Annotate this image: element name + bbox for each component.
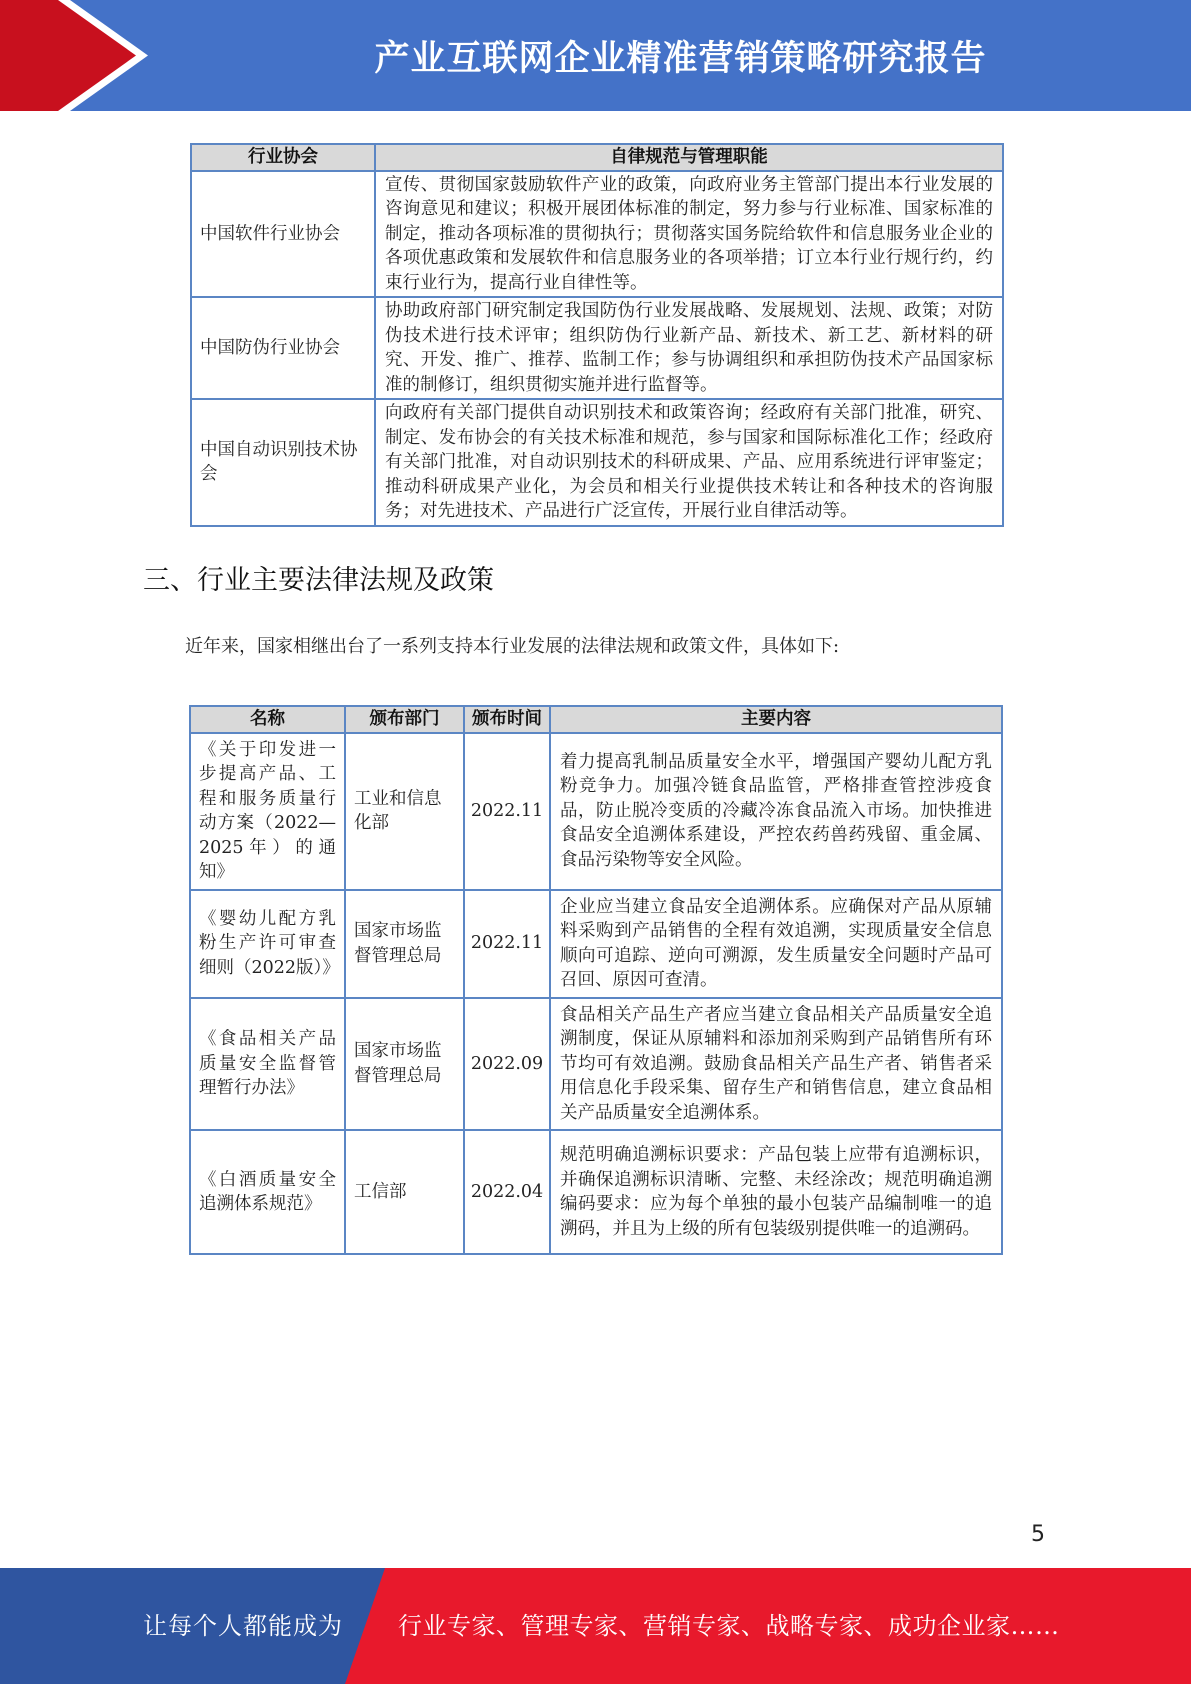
association-name: 中国防伪行业协会: [191, 297, 375, 399]
policy-department: 工业和信息化部: [345, 733, 464, 890]
policy-content: 企业应当建立食品安全追溯体系。应确保对产品从原辅料采购到产品销售的全程有效追溯，实现质量安全信息顺向可追踪、逆向可溯源，发生质量安全问题时产品可召回、原因可查清。: [550, 890, 1002, 998]
column-header: 行业协会: [191, 144, 375, 171]
table-row: [191, 399, 1003, 526]
table-row: [190, 998, 1002, 1131]
policy-title: 《婴幼儿配方乳粉生产许可审查细则（2022版）》: [190, 890, 345, 998]
intro-paragraph: 近年来，国家相继出台了一系列支持本行业发展的法律法规和政策文件，具体如下:: [185, 636, 840, 657]
policy-content: 着力提高乳制品质量安全水平，增强国产婴幼儿配方乳粉竞争力。加强冷链食品监管，严格排查管控涉疫食品，防止脱冷变质的冷藏冷冻食品流入市场。加快推进食品安全追溯体系建设，严控农药兽药残留、重金属、食品污染物等安全风险。: [550, 733, 1002, 890]
chevron-arrow-icon: [0, 0, 160, 111]
table-header-row: [191, 144, 1003, 171]
table-header-row: [190, 706, 1002, 733]
policy-date: 2022.11: [464, 890, 550, 998]
table-row: [191, 171, 1003, 298]
section-heading: 三、行业主要法律法规及政策: [143, 565, 494, 596]
footer-slogan: 让每个人都能成为: [143, 1612, 343, 1640]
policy-title: 《白酒质量安全追溯体系规范》: [190, 1130, 345, 1254]
policy-date: 2022.04: [464, 1130, 550, 1254]
policy-content: 规范明确追溯标识要求：产品包装上应带有追溯标识，并确保追溯标识清晰、完整、未经涂改；规范明确追溯编码要求：应为每个单独的最小包装产品编制唯一的追溯码，并且为上级的所有包装级别提供唯一的追溯码。: [550, 1130, 1002, 1254]
policy-department: 工信部: [345, 1130, 464, 1254]
table-row: [190, 733, 1002, 890]
policy-date: 2022.11: [464, 733, 550, 890]
document-title: 产业互联网企业精准营销策略研究报告: [374, 38, 987, 79]
footer-roles: 行业专家、管理专家、营销专家、战略专家、成功企业家……: [398, 1612, 1060, 1640]
association-description: 向政府有关部门提供自动识别技术和政策咨询；经政府有关部门批准，研究、制定、发布协会的有关技术标准和规范，参与国家和国际标准化工作；经政府有关部门批准，对自动识别技术的科研成果、产品、应用系统进行评审鉴定；推动科研成果产业化，为会员和相关行业提供技术转让和各种技术的咨询服务；对先进技术、产品进行广泛宣传，开展行业自律活动等。: [375, 399, 1003, 526]
policy-title: 《食品相关产品质量安全监督管理暂行办法》: [190, 998, 345, 1131]
association-name: 中国软件行业协会: [191, 171, 375, 298]
policy-content: 食品相关产品生产者应当建立食品相关产品质量安全追溯制度，保证从原辅料和添加剂采购到产品销售所有环节均可有效追溯。鼓励食品相关产品生产者、销售者采用信息化手段采集、留存生产和销售信息，建立食品相关产品质量安全追溯体系。: [550, 998, 1002, 1131]
association-description: 宣传、贯彻国家鼓励软件产业的政策，向政府业务主管部门提出本行业发展的咨询意见和建议；积极开展团体标准的制定，努力参与行业标准、国家标准的制定，推动各项标准的贯彻执行；贯彻落实国务院给软件和信息服务业企业的各项优惠政策和发展软件和信息服务业的各项举措；订立本行业行规行约，约束行业行为，提高行业自律性等。: [375, 171, 1003, 298]
policies-table: [189, 705, 1003, 1255]
table-row: [190, 890, 1002, 998]
association-name: 中国自动识别技术协会: [191, 399, 375, 526]
policy-title: 《关于印发进一步提高产品、工程和服务质量行动方案（2022—2025年）的通知》: [190, 733, 345, 890]
column-header: 颁布部门: [345, 706, 464, 733]
column-header: 名称: [190, 706, 345, 733]
table-row: [191, 297, 1003, 399]
association-description: 协助政府部门研究制定我国防伪行业发展战略、发展规划、法规、政策；对防伪技术进行技术评审；组织防伪行业新产品、新技术、新工艺、新材料的研究、开发、推广、推荐、监制工作；参与协调组织和承担防伪技术产品国家标准的制修订，组织贯彻实施并进行监督等。: [375, 297, 1003, 399]
associations-table: [190, 143, 1004, 527]
column-header: 自律规范与管理职能: [375, 144, 1003, 171]
page-number: 5: [1031, 1522, 1045, 1547]
policy-date: 2022.09: [464, 998, 550, 1131]
footer-banner: [0, 1568, 1191, 1684]
table-row: [190, 1130, 1002, 1254]
header-banner: [0, 0, 1191, 111]
column-header: 颁布时间: [464, 706, 550, 733]
column-header: 主要内容: [550, 706, 1002, 733]
policy-department: 国家市场监督管理总局: [345, 890, 464, 998]
policy-department: 国家市场监督管理总局: [345, 998, 464, 1131]
